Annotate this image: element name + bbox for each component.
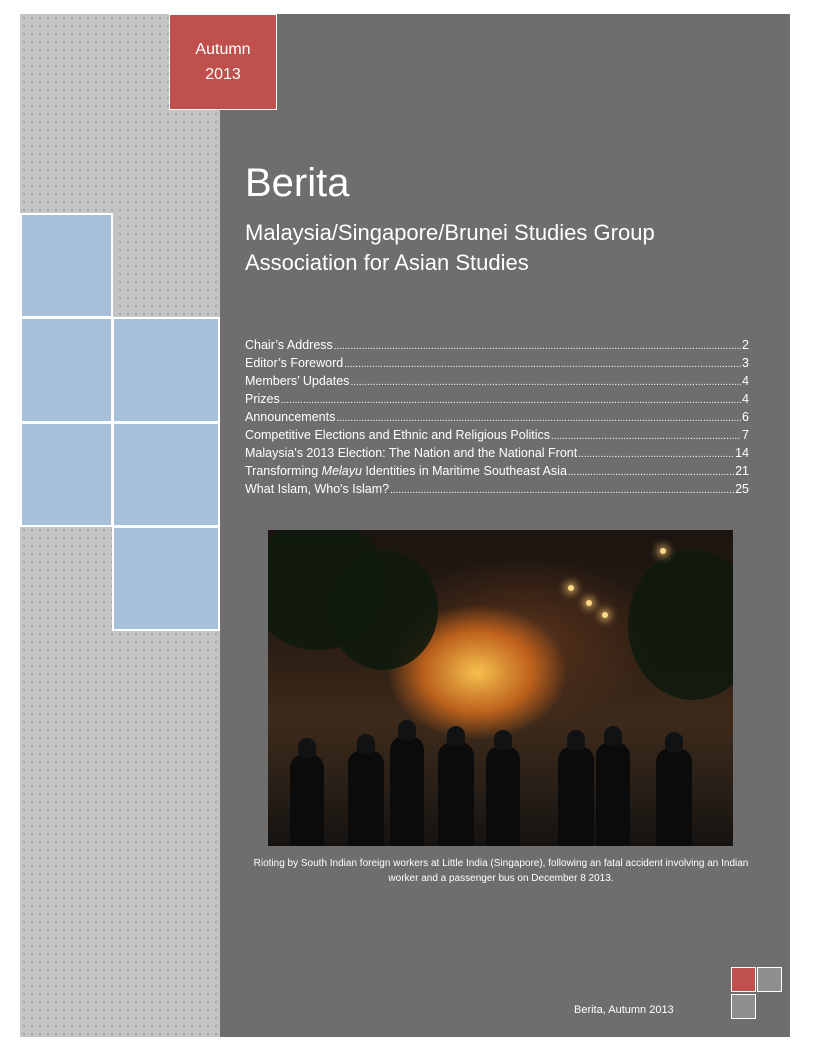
subtitle-line-2: Association for Asian Studies	[245, 250, 529, 275]
toc-entry-title: Announcements	[245, 410, 336, 424]
toc-title-part: Transforming	[245, 464, 322, 478]
issue-date-badge	[169, 14, 277, 110]
toc-leader	[568, 464, 734, 480]
toc-entry-page: 14	[735, 446, 749, 460]
toc-entry-page: 2	[742, 338, 749, 352]
decor-block	[112, 422, 220, 527]
issue-year: 2013	[205, 66, 241, 83]
newsletter-title: Berita	[245, 161, 350, 205]
toc-entry-title: Members’ Updates	[245, 374, 350, 388]
toc-entry-title: Chair’s Address	[245, 338, 333, 352]
newsletter-subtitle	[245, 218, 655, 278]
issue-season: Autumn	[195, 41, 251, 58]
decor-block	[112, 526, 220, 631]
street-lamp	[586, 600, 592, 606]
toc-entry-title	[245, 462, 567, 480]
toc-entry-title: Malaysia's 2013 Election: The Nation and the National Front	[245, 446, 578, 460]
toc-entry[interactable]	[245, 462, 749, 480]
toc-leader	[390, 482, 734, 498]
toc-entry-page: 25	[735, 482, 749, 496]
toc-title-part: Identities in Maritime Southeast Asia	[361, 464, 567, 478]
cover-photo	[268, 530, 733, 846]
toc-leader	[578, 446, 734, 462]
toc-entry[interactable]	[245, 444, 749, 462]
toc-title-emphasis: Melayu	[321, 464, 362, 478]
subtitle-line-1: Malaysia/Singapore/Brunei Studies Group	[245, 220, 655, 245]
toc-leader	[350, 374, 741, 390]
toc-entry-page: 21	[735, 464, 749, 478]
decor-block	[112, 317, 220, 423]
decor-block	[20, 422, 113, 527]
riot-officer	[290, 754, 324, 846]
toc-entry[interactable]	[245, 390, 749, 408]
toc-entry-title: What Islam, Who's Islam?	[245, 482, 390, 496]
toc-leader	[551, 428, 741, 444]
toc-entry-page: 7	[742, 428, 749, 442]
street-lamp	[568, 585, 574, 591]
toc-entry-page: 6	[742, 410, 749, 424]
toc-entry[interactable]	[245, 372, 749, 390]
photo-caption: Rioting by South Indian foreign workers at Little India (Singapore), following an fatal accident involving an Indian worker and a passenger bus on December 8 2013.	[253, 858, 749, 884]
decor-block	[20, 213, 113, 318]
toc-entry-page: 3	[742, 356, 749, 370]
toc-entry[interactable]	[245, 426, 749, 444]
photo-tree	[328, 550, 438, 670]
toc-entry-title: Editor’s Foreword	[245, 356, 344, 370]
toc-entry-page: 4	[742, 374, 749, 388]
decor-square	[757, 967, 782, 992]
decor-square	[731, 994, 756, 1019]
toc-entry[interactable]	[245, 408, 749, 426]
riot-officer	[656, 748, 692, 846]
riot-officer	[486, 746, 520, 846]
toc-leader	[334, 338, 741, 354]
street-lamp	[602, 612, 608, 618]
riot-officer	[348, 750, 384, 846]
toc-entry-page: 4	[742, 392, 749, 406]
riot-officer	[596, 742, 630, 846]
toc-entry-title: Prizes	[245, 392, 280, 406]
riot-officer	[390, 736, 424, 846]
decor-square	[731, 967, 756, 992]
page-footer: Berita, Autumn 2013	[574, 1004, 674, 1016]
table-of-contents	[245, 336, 749, 498]
decor-block	[20, 317, 113, 423]
riot-officer	[438, 742, 474, 846]
toc-entry[interactable]	[245, 336, 749, 354]
riot-officer	[558, 746, 594, 846]
toc-leader	[281, 392, 741, 408]
photo-tree	[628, 550, 733, 700]
toc-leader	[344, 356, 741, 372]
toc-entry[interactable]	[245, 480, 749, 498]
toc-entry-title: Competitive Elections and Ethnic and Religious Politics	[245, 428, 551, 442]
toc-leader	[336, 410, 741, 426]
toc-entry[interactable]	[245, 354, 749, 372]
street-lamp	[660, 548, 666, 554]
